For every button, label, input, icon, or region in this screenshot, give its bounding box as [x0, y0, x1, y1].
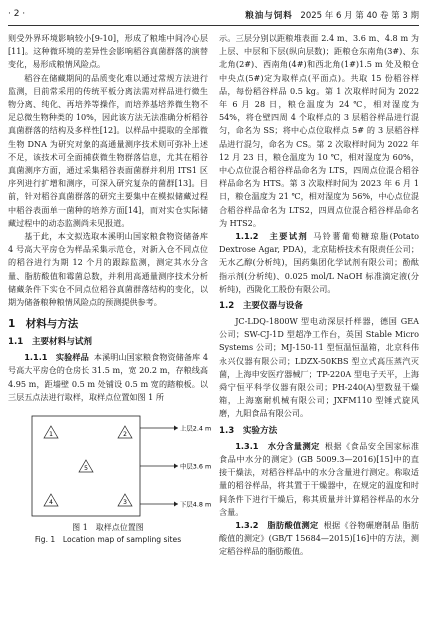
left-column — [8, 32, 212, 546]
right-column — [219, 32, 419, 559]
sampling-map — [8, 410, 212, 522]
page-number: · 2 · — [8, 9, 26, 19]
point-se — [118, 494, 132, 506]
figure-caption-en: Fig. 1 Location map of sampling sites — [34, 535, 182, 545]
point-center — [79, 460, 93, 472]
journal-logo: 粮油与饲料 — [245, 11, 293, 21]
paragraph-text: 根据《谷物碾磨制品 脂肪酸值的测定》(GB/T 15684—2015)[16]中的方法，测定稻谷样品的脂肪酸值。 — [219, 519, 420, 557]
point-label: 1 — [49, 431, 53, 439]
subsubsection-heading: 1.3.2 脂肪酸值测定 — [235, 519, 319, 530]
paragraph-text: 根据《食品安全国家标准 食品中水分的测定》(GB 5009.3—2016)[15]中的直接干燥法，对稻谷样品中的水分含量进行测定。称取适量的稻谷样品，将其置于干燥器中，在规定的温度和时间条件下进行干燥后，称其质量并计算稻谷样品的水分含量。 — [219, 440, 419, 517]
paragraph: 稻谷在储藏期间的品质变化难以通过常规方法进行监测，目前常采用的传统平板分离法需对样品进行微生物分离、纯化、再培养等操作，而培养基培养微生物不足总微生物种类的 10%，因此该方法无法准确分析稻谷真菌群落的结构及多样性[12]。以样品中提取的全部微生物 DNA 为研究对象的高通量测序技术则可弥补上述不足，该技术可全面捕获微生物群落信息，尤其在稻谷真菌测序方面，通过采集稻谷表面菌群并利用 ITS1 区序列进行扩增和测序，可深入研究复杂的菌群[13]。目前，针对稻谷真菌群落的研究主要集中在模拟储藏过程中稻谷表面单一菌种的培养方面[14]，而对实仓实际储藏过程中的动态监测尚未见报道。 — [8, 72, 208, 228]
point-ne — [118, 426, 132, 438]
page-header — [8, 4, 419, 26]
layer-label-lower: 下层4.8 m — [180, 500, 212, 509]
point-label: 5 — [84, 465, 88, 473]
layer-label-upper: 上层2.4 m — [180, 424, 212, 433]
subsubsection-heading: 1.1.2 主要试剂 — [235, 231, 309, 242]
paragraph — [219, 230, 419, 296]
figure-caption-cn: 图 1 取样点位置图 — [72, 523, 144, 533]
point-label: 4 — [49, 499, 53, 507]
paragraph: JC-LDQ-1800W 型电动深层扦样器，德国 GEA 公司；SW-CJ-1D 型超净工作台，英国 Stable Micro Systems 公司；MJ-150-11 型恒温恒温箱，北京科伟永兴仪器有限公司；LDZX-50KBS 型立式高压蒸汽灭菌，上海申安医疗器械厂；TP-220A 型电子天平，上海舜宁恒平科学仪器有限公司；PH-240(A)型数显干燥箱，上海塞耐机械有限公司；JXFM110 型锤式旋风磨，九阳食品有限公司。 — [219, 316, 419, 419]
paragraph: 则受外界环境影响较小[9-10]，形成了粮堆中间冷心层[11]。这种微环境的差异性会影响稻谷真菌群落的演替变化，易形成粮情风险点。 — [8, 33, 208, 70]
subsubsection-heading: 1.1.1 实验样品 — [24, 352, 89, 363]
issue-info: 2025 年 6 月 第 40 卷 第 3 期 — [300, 11, 419, 21]
point-sw — [44, 494, 58, 506]
paragraph: 基于此，本文拟选取本溪明山国家粮食物资储备库 4 号高大平房仓为样品采集示范仓，对新入仓不同点位的稻谷进行为期 12 个月的跟踪监测，测定其水分含量、脂肪酸值和霉菌总数，并利用高通量测序技术分析储藏条件下实仓不同点位稻谷真菌群落结构的变化，以期为储备粮种粮情风险点的预测提供参考。 — [8, 231, 208, 308]
paragraph — [219, 440, 419, 519]
paragraph — [219, 519, 419, 559]
paragraph-text: 马铃薯葡萄糖琼脂(Potato Dextrose Agar, PDA)，北京陆桥技术有限责任公司；无水乙醇(分析纯)，国药集团化学试剂有限公司；酚酞指示剂(分析纯)、0.025 mol/L NaOH 标准滴定液(分析纯)，西陇化工股份有限公司。 — [219, 231, 419, 294]
point-label: 3 — [123, 499, 127, 507]
subsection-heading: 1.3 实验方法 — [219, 425, 278, 436]
subsection-heading: 1.1 主要材料与试剂 — [8, 337, 92, 348]
section-heading: 1 材料与方法 — [8, 318, 79, 331]
paragraph: 示。三层分别以距粮堆表面 2.4 m、3.6 m、4.8 m 为上层、中层和下层(纵向层数)；距粮仓东南角(3#)、东北角(2#)、西南角(4#)和西北角(1#)1.5 m 处及粮仓中央点(5#)定为取样点(平面点)。共取 15 份稻谷样品，每份稻谷样品 0.5 kg。第 1 次取样时间为 2022 年 6 月 28 日，粮仓温度为 24 ℃，相对湿度为 54%，将仓壁四周 4 个取样点的 3 层稻谷样品进行混匀，命名为 SS；将中心点位取样点 5# 的 3 层稻谷样品进行混匀，命名为 CS。第 2 次取样时间为 2022 年 12 月 23 日，粮仓温度为 10 ℃，相对湿度为 60%，中心点位混合稻谷样品命名为 LTS，四周点位混合稻谷样品命名为 HTS。第 3 次取样时间为 2023 年 6 月 1 日，粮仓温度为 21 ℃，相对湿度为 56%，中心点位混合稻谷样品命名为 LTS2，四周点位混合稻谷样品命名为 HTS2。 — [219, 33, 419, 228]
sampling-map-figure — [8, 410, 212, 522]
paragraph-text: 本溪明山国家粮食物资储备库 4 号高大平房仓的仓房长 31.5 m，宽 20.2 m，存粮线高 4.95 m，距墙壁 0.5 m 处铺设 0.5 m 宽的踏粮板。以三层五点法进行取样，取样点位置如图 1 所 — [8, 352, 208, 402]
point-nw — [44, 426, 58, 438]
subsection-heading: 1.2 主要仪器与设备 — [219, 301, 303, 312]
point-label: 2 — [123, 431, 127, 439]
subsubsection-heading: 1.3.1 水分含量测定 — [235, 440, 320, 451]
paragraph — [8, 351, 208, 404]
layer-label-middle: 中层3.6 m — [180, 462, 212, 471]
journal-title — [245, 9, 419, 21]
